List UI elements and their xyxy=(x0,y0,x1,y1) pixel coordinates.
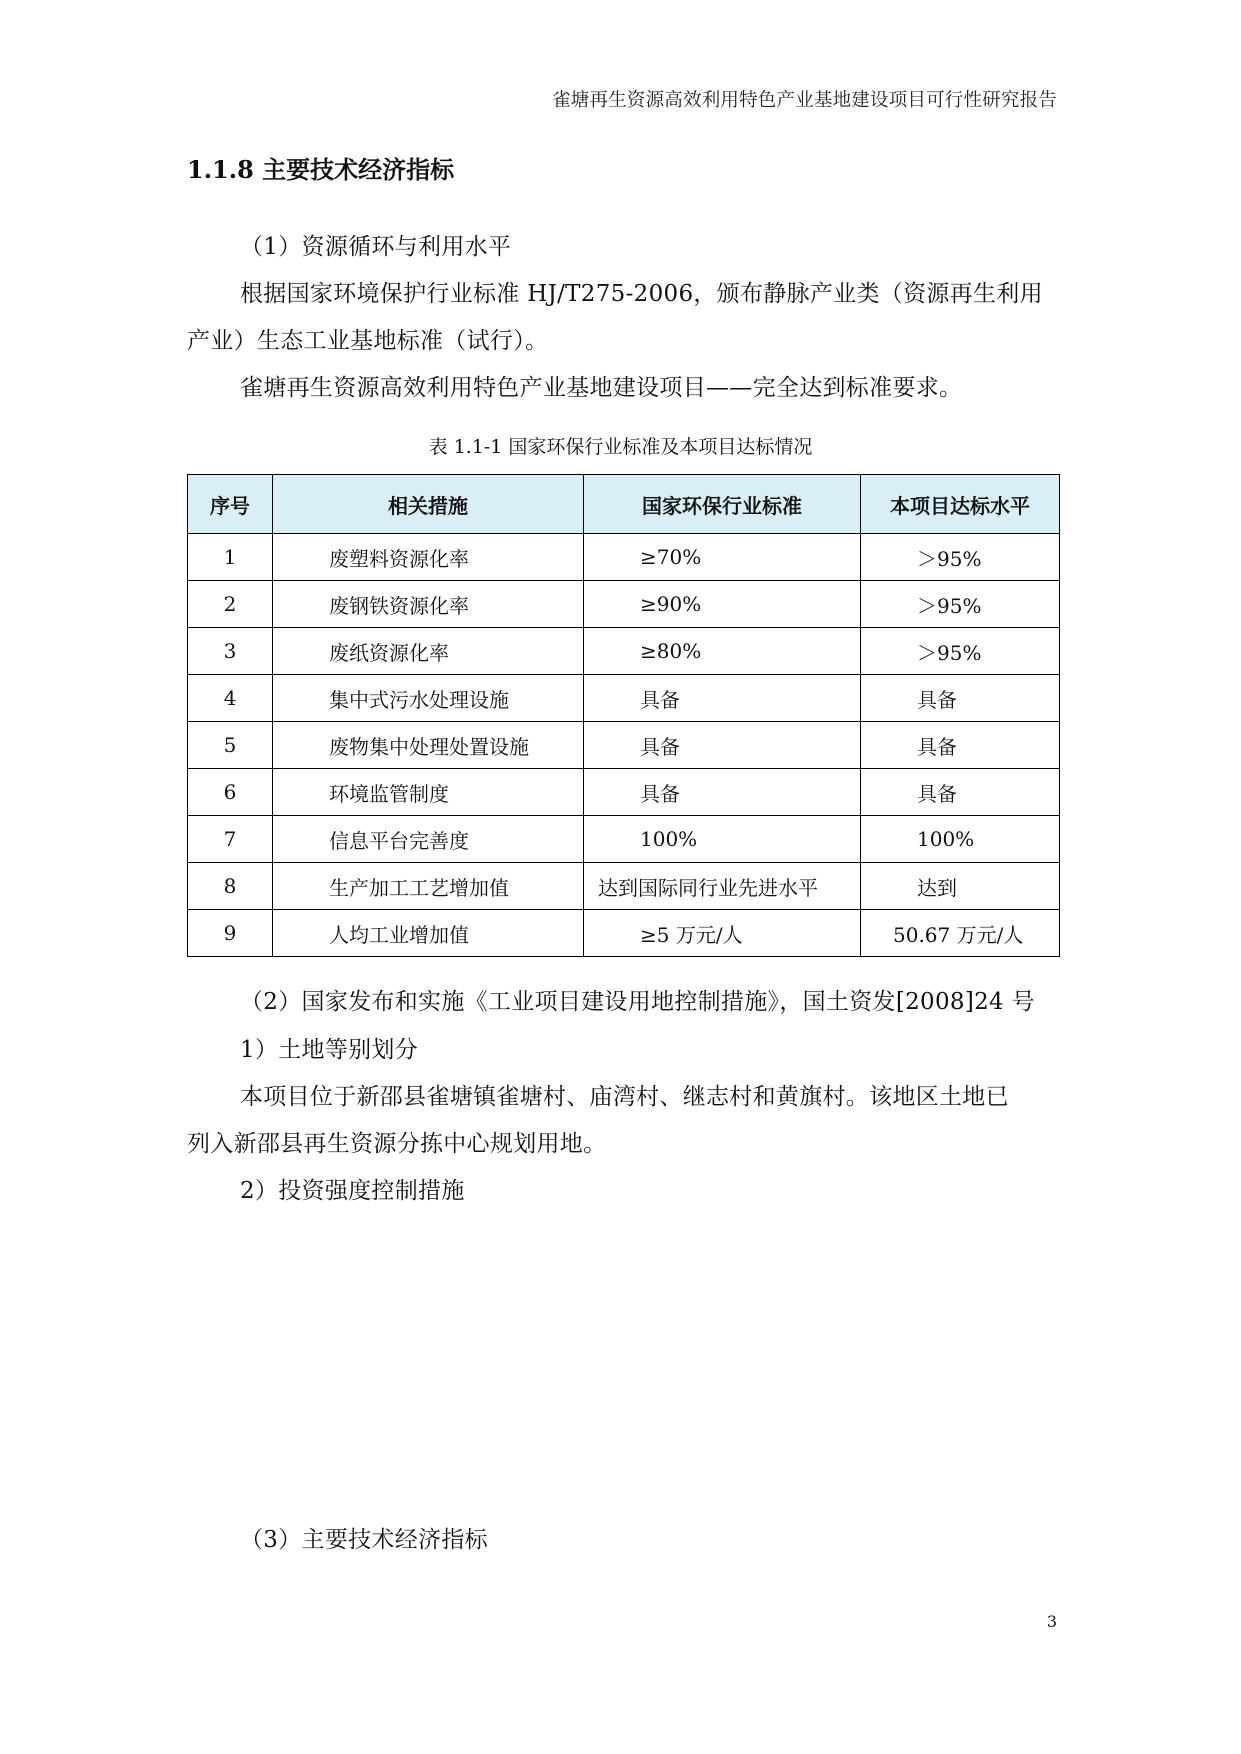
cell-standard: ≥5 万元/人 xyxy=(584,910,861,957)
table-row xyxy=(188,722,1060,769)
paragraph-investment-intensity: 2）投资强度控制措施 xyxy=(240,1178,465,1204)
section-heading: 1.1.8 主要技术经济指标 xyxy=(187,155,455,184)
cell-measure: 废物集中处理处置设施 xyxy=(273,722,584,769)
table-header-row xyxy=(188,475,1060,534)
cell-standard: 100% xyxy=(584,816,861,863)
table-row xyxy=(188,769,1060,816)
paragraph-standard-line2: 产业）生态工业基地标准（试行）。 xyxy=(187,328,549,354)
header-national-standard: 国家环保行业标准 xyxy=(584,475,861,534)
cell-measure: 废钢铁资源化率 xyxy=(273,581,584,628)
paragraph-location-line1: 本项目位于新邵县雀塘镇雀塘村、庙湾村、继志村和黄旗村。该地区土地已 xyxy=(240,1084,1009,1110)
cell-measure: 环境监管制度 xyxy=(273,769,584,816)
paragraph-standard-line1: 根据国家环境保护行业标准 HJ/T275-2006，颁布静脉产业类（资源再生利用 xyxy=(240,281,1043,307)
table-row xyxy=(188,910,1060,957)
table-row xyxy=(188,581,1060,628)
cell-no: 8 xyxy=(188,863,273,910)
header-measure: 相关措施 xyxy=(273,475,584,534)
cell-no: 1 xyxy=(188,534,273,581)
cell-project: 具备 xyxy=(861,675,1060,722)
cell-project: 具备 xyxy=(861,722,1060,769)
cell-project: 100% xyxy=(861,816,1060,863)
table-row xyxy=(188,534,1060,581)
standards-table-container xyxy=(187,474,1059,957)
table-row xyxy=(188,628,1060,675)
cell-standard: 达到国际同行业先进水平 xyxy=(584,863,861,910)
cell-no: 6 xyxy=(188,769,273,816)
paragraph-compliance: 雀塘再生资源高效利用特色产业基地建设项目——完全达到标准要求。 xyxy=(240,375,963,401)
cell-no: 2 xyxy=(188,581,273,628)
cell-project: 具备 xyxy=(861,769,1060,816)
table-row xyxy=(188,816,1060,863)
cell-measure: 废纸资源化率 xyxy=(273,628,584,675)
cell-project: 50.67 万元/人 xyxy=(861,910,1060,957)
paragraph-economic-indicators: （3）主要技术经济指标 xyxy=(240,1527,488,1553)
cell-standard: ≥90% xyxy=(584,581,861,628)
table-row xyxy=(188,675,1060,722)
paragraph-resource-level: （1）资源循环与利用水平 xyxy=(240,234,512,260)
cell-standard: 具备 xyxy=(584,769,861,816)
cell-no: 7 xyxy=(188,816,273,863)
paragraph-location-line2: 列入新邵县再生资源分拣中心规划用地。 xyxy=(187,1131,607,1157)
cell-project: ＞95% xyxy=(861,628,1060,675)
cell-no: 9 xyxy=(188,910,273,957)
cell-no: 3 xyxy=(188,628,273,675)
cell-project: ＞95% xyxy=(861,534,1060,581)
cell-standard: ≥70% xyxy=(584,534,861,581)
cell-no: 4 xyxy=(188,675,273,722)
table-caption: 表 1.1-1 国家环保行业标准及本项目达标情况 xyxy=(428,436,813,458)
header-no: 序号 xyxy=(188,475,273,534)
cell-measure: 信息平台完善度 xyxy=(273,816,584,863)
cell-project: 达到 xyxy=(861,863,1060,910)
cell-measure: 废塑料资源化率 xyxy=(273,534,584,581)
cell-standard: 具备 xyxy=(584,722,861,769)
paragraph-land-classification: 1）土地等别划分 xyxy=(240,1037,419,1063)
cell-measure: 人均工业增加值 xyxy=(273,910,584,957)
paragraph-land-control-notice: （2）国家发布和实施《工业项目建设用地控制措施》，国土资发[2008]24 号 xyxy=(240,989,1035,1015)
cell-standard: 具备 xyxy=(584,675,861,722)
page-number: 3 xyxy=(1046,1612,1057,1631)
cell-standard: ≥80% xyxy=(584,628,861,675)
cell-project: ＞95% xyxy=(861,581,1060,628)
running-header: 雀塘再生资源高效利用特色产业基地建设项目可行性研究报告 xyxy=(552,90,1057,111)
table-row xyxy=(188,863,1060,910)
cell-measure: 集中式污水处理设施 xyxy=(273,675,584,722)
standards-table xyxy=(187,474,1060,957)
cell-measure: 生产加工工艺增加值 xyxy=(273,863,584,910)
header-project-level: 本项目达标水平 xyxy=(861,475,1060,534)
cell-no: 5 xyxy=(188,722,273,769)
